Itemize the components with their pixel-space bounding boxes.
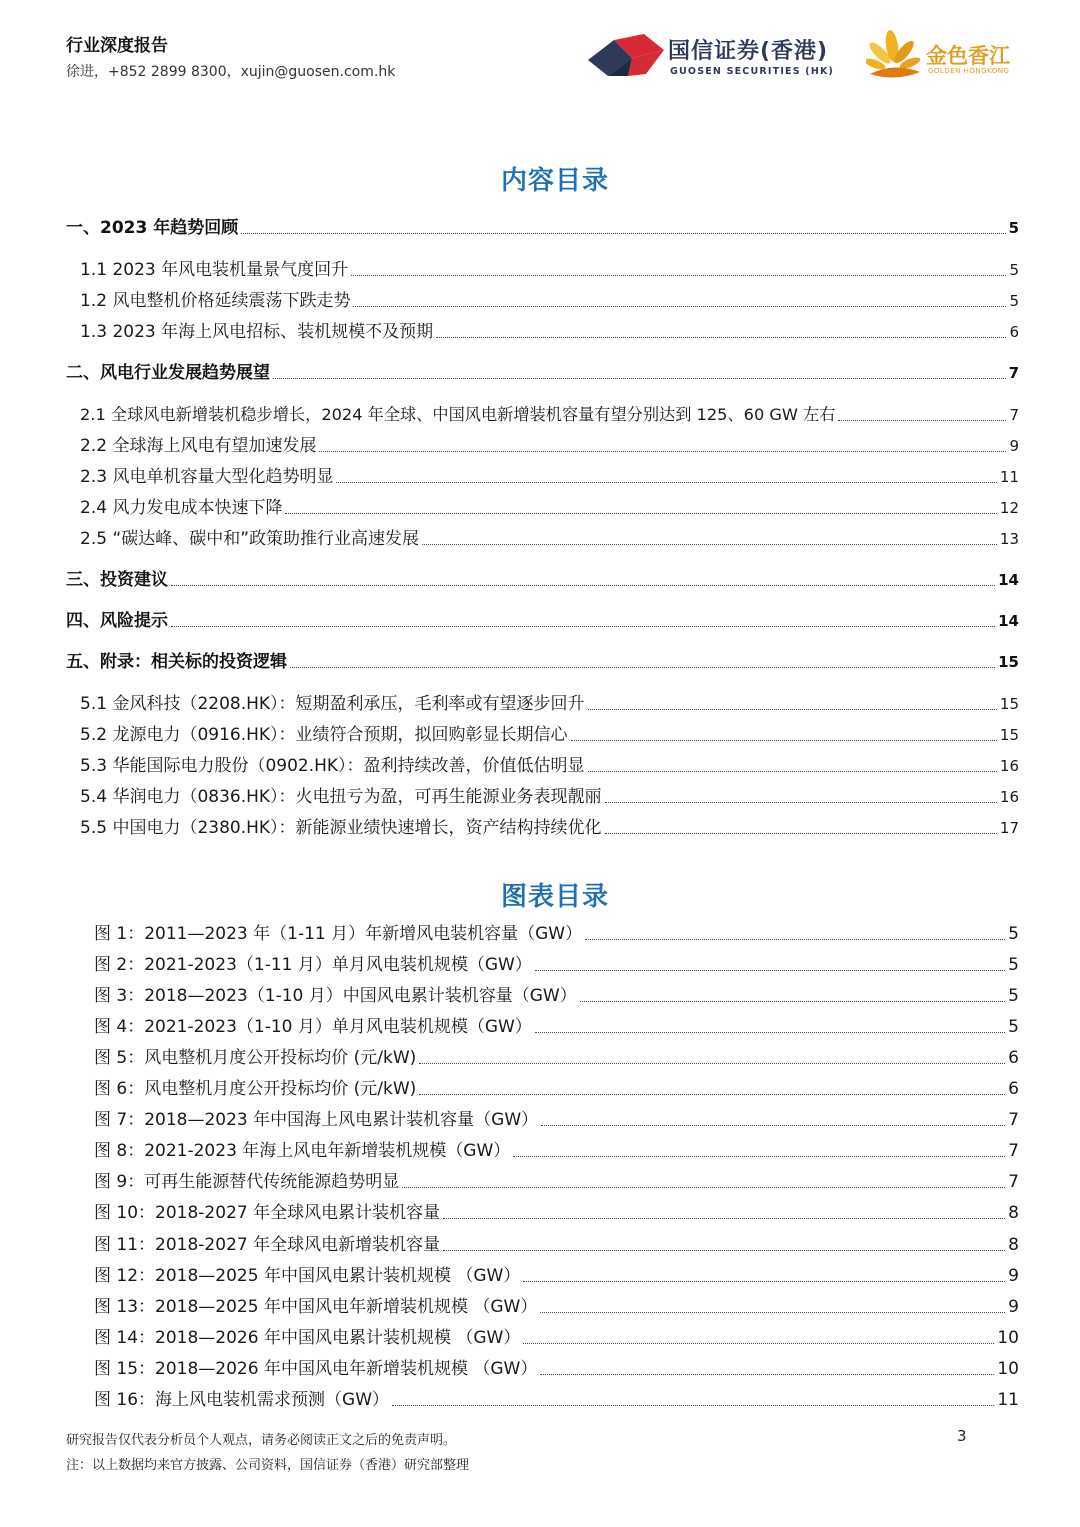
toc-leader xyxy=(523,1342,994,1344)
figure-entry-page: 7 xyxy=(1008,1172,1019,1192)
toc-entry-page: 11 xyxy=(999,468,1019,486)
toc-leader xyxy=(523,1280,1005,1282)
toc-entry-page: 5 xyxy=(1009,261,1019,279)
toc-entry[interactable] xyxy=(66,569,1019,591)
toc-entry-page: 15 xyxy=(998,653,1019,671)
figure-toc-entry[interactable] xyxy=(94,954,1019,976)
figure-entry-label: 图 6：风电整机月度公开投标均价 (元/kW) xyxy=(94,1079,417,1099)
figure-entry-page: 5 xyxy=(1008,1017,1019,1037)
toc-leader xyxy=(605,832,997,834)
figure-entry-label: 图 1：2011—2023 年（1-11 月）年新增风电装机容量（GW） xyxy=(94,924,583,944)
figure-entry-page: 7 xyxy=(1008,1110,1019,1130)
toc-entry-page: 13 xyxy=(999,530,1019,548)
figure-toc-entry[interactable] xyxy=(94,1140,1019,1162)
toc-entry[interactable] xyxy=(80,786,1019,808)
toc-entry-page: 9 xyxy=(1009,437,1019,455)
report-type: 行业深度报告 xyxy=(66,36,168,56)
toc-entry-label: 2.2 全球海上风电有望加速发展 xyxy=(80,436,317,456)
toc-entry[interactable] xyxy=(80,724,1019,746)
toc-leader xyxy=(588,708,997,710)
toc-leader xyxy=(540,1373,994,1375)
toc-entry-label: 二、风电行业发展趋势展望 xyxy=(66,363,270,383)
toc-entry[interactable] xyxy=(80,290,1019,312)
toc-entry-page: 6 xyxy=(1009,323,1019,341)
figure-entry-label: 图 10：2018-2027 年全球风电累计装机容量 xyxy=(94,1203,441,1223)
toc-leader xyxy=(419,1093,1005,1095)
figure-entry-label: 图 8：2021-2023 年海上风电年新增装机规模（GW） xyxy=(94,1141,511,1161)
figure-entry-page: 10 xyxy=(997,1328,1019,1348)
toc-entry-label: 5.5 中国电力（2380.HK）：新能源业绩快速增长，资产结构持续优化 xyxy=(80,818,602,838)
toc-entry-page: 7 xyxy=(1008,364,1019,382)
figure-entry-page: 11 xyxy=(997,1390,1019,1410)
toc-entry-label: 1.2 风电整机价格延续震荡下跌走势 xyxy=(80,291,351,311)
toc-entry[interactable] xyxy=(80,404,1019,426)
toc-leader xyxy=(513,1155,1005,1157)
guosen-emblem-icon xyxy=(588,34,664,78)
toc-leader xyxy=(290,666,995,668)
figure-entry-page: 9 xyxy=(1008,1297,1019,1317)
toc-entry-label: 2.4 风力发电成本快速下降 xyxy=(80,498,283,518)
toc-entry-label: 5.4 华润电力（0836.HK）：火电扭亏为盈，可再生能源业务表现靓丽 xyxy=(80,787,602,807)
toc-entry-label: 5.1 金风科技（2208.HK）：短期盈利承压，毛利率或有望逐步回升 xyxy=(80,694,585,714)
toc-leader xyxy=(838,419,1006,421)
toc-leader xyxy=(285,512,996,514)
toc-entry-label: 2.5 “碳达峰、碳中和”政策助推行业高速发展 xyxy=(80,529,420,549)
toc-entry-page: 15 xyxy=(999,726,1019,744)
toc-entry-label: 1.1 2023 年风电装机量景气度回升 xyxy=(80,260,349,280)
figure-entry-page: 6 xyxy=(1008,1048,1019,1068)
figure-entry-page: 5 xyxy=(1008,955,1019,975)
figure-entry-label: 图 9：可再生能源替代传统能源趋势明显 xyxy=(94,1172,400,1192)
toc-leader xyxy=(422,543,997,545)
toc-entry[interactable] xyxy=(80,497,1019,519)
content-toc-title: 内容目录 xyxy=(500,166,609,196)
figure-entry-label: 图 14：2018—2026 年中国风电累计装机规模 （GW） xyxy=(94,1328,521,1348)
toc-leader xyxy=(535,969,1005,971)
toc-leader xyxy=(419,1062,1005,1064)
figure-entry-page: 9 xyxy=(1008,1266,1019,1286)
toc-entry[interactable] xyxy=(66,362,1019,384)
figure-toc-entry[interactable] xyxy=(94,1358,1019,1380)
toc-leader xyxy=(353,305,1006,307)
toc-entry-page: 14 xyxy=(998,571,1019,589)
figure-toc-entry[interactable] xyxy=(94,1171,1019,1193)
toc-entry-page: 5 xyxy=(1008,219,1019,237)
figure-toc-entry[interactable] xyxy=(94,1047,1019,1069)
figure-toc-entry[interactable] xyxy=(94,1265,1019,1287)
figure-toc-entry[interactable] xyxy=(94,1078,1019,1100)
figure-entry-page: 6 xyxy=(1008,1079,1019,1099)
footer-note: 注：以上数据均来官方披露、公司资料，国信证券（香港）研究部整理 xyxy=(66,1458,470,1473)
toc-entry[interactable] xyxy=(80,528,1019,550)
toc-entry[interactable] xyxy=(80,466,1019,488)
toc-leader xyxy=(540,1311,1005,1313)
toc-entry[interactable] xyxy=(80,435,1019,457)
figure-entry-label: 图 13：2018—2025 年中国风电年新增装机规模 （GW） xyxy=(94,1297,538,1317)
lotus-flower-icon xyxy=(866,26,926,84)
toc-leader xyxy=(443,1217,1005,1219)
figure-entry-page: 7 xyxy=(1008,1141,1019,1161)
figure-entry-page: 5 xyxy=(1008,924,1019,944)
figure-entry-label: 图 5：风电整机月度公开投标均价 (元/kW) xyxy=(94,1048,417,1068)
toc-leader xyxy=(605,801,997,803)
toc-entry-label: 五、附录：相关标的投资逻辑 xyxy=(66,652,287,672)
toc-entry-page: 16 xyxy=(999,788,1019,806)
toc-entry-label: 5.2 龙源电力（0916.HK）：业绩符合预期，拟回购彰显长期信心 xyxy=(80,725,568,745)
toc-leader xyxy=(585,938,1005,940)
figure-entry-label: 图 3：2018—2023（1-10 月）中国风电累计装机容量（GW） xyxy=(94,986,577,1006)
toc-entry-page: 17 xyxy=(999,819,1019,837)
toc-entry-label: 2.1 全球风电新增装机稳步增长，2024 年全球、中国风电新增装机容量有望分别达到 125、60 GW 左右 xyxy=(80,405,836,424)
figure-entry-label: 图 15：2018—2026 年中国风电年新增装机规模 （GW） xyxy=(94,1359,538,1379)
toc-entry-label: 1.3 2023 年海上风电招标、装机规模不及预期 xyxy=(80,322,434,342)
figure-toc-entry[interactable] xyxy=(94,1202,1019,1224)
toc-entry-label: 5.3 华能国际电力股份（0902.HK）：盈利持续改善，价值低估明显 xyxy=(80,756,585,776)
toc-leader xyxy=(588,770,997,772)
figure-toc-entry[interactable] xyxy=(94,1234,1019,1256)
figure-entry-label: 图 7：2018—2023 年中国海上风电累计装机容量（GW） xyxy=(94,1110,539,1130)
figure-entry-label: 图 11：2018-2027 年全球风电新增装机容量 xyxy=(94,1235,441,1255)
figure-entry-label: 图 2：2021-2023（1-11 月）单月风电装机规模（GW） xyxy=(94,955,532,975)
toc-leader xyxy=(436,336,1006,338)
golden-logo-cn: 金色香江 xyxy=(926,44,1010,68)
figure-toc-entry[interactable] xyxy=(94,1296,1019,1318)
toc-entry-page: 12 xyxy=(999,499,1019,517)
toc-entry[interactable] xyxy=(80,259,1019,281)
toc-leader xyxy=(541,1124,1005,1126)
toc-leader xyxy=(443,1249,1005,1251)
figure-entry-label: 图 12：2018—2025 年中国风电累计装机规模 （GW） xyxy=(94,1266,521,1286)
figure-entry-label: 图 16：海上风电装机需求预测（GW） xyxy=(94,1390,390,1410)
toc-entry-page: 5 xyxy=(1009,292,1019,310)
figure-toc-entry[interactable] xyxy=(94,1109,1019,1131)
figure-toc-entry[interactable] xyxy=(94,985,1019,1007)
toc-leader xyxy=(351,274,1006,276)
golden-logo-en: GOLDEN HONGKONG xyxy=(928,67,1010,75)
figure-toc-entry[interactable] xyxy=(94,1389,1019,1411)
toc-entry-label: 2.3 风电单机容量大型化趋势明显 xyxy=(80,467,334,487)
toc-entry-label: 四、风险提示 xyxy=(66,611,168,631)
figure-entry-page: 8 xyxy=(1008,1235,1019,1255)
figure-toc-entry[interactable] xyxy=(94,1327,1019,1349)
toc-entry-label: 一、2023 年趋势回顾 xyxy=(66,218,239,238)
page-number: 3 xyxy=(957,1427,967,1445)
toc-entry-page: 14 xyxy=(998,612,1019,630)
toc-leader xyxy=(171,584,995,586)
guosen-logo-cn: 国信证券(香港) xyxy=(668,39,829,64)
toc-entry-page: 7 xyxy=(1009,406,1019,424)
figure-toc-title: 图表目录 xyxy=(500,882,609,912)
toc-entry[interactable] xyxy=(66,217,1019,239)
toc-entry[interactable] xyxy=(80,321,1019,343)
toc-leader xyxy=(571,739,997,741)
figure-entry-page: 5 xyxy=(1008,986,1019,1006)
toc-entry-page: 16 xyxy=(999,757,1019,775)
figure-toc-entry[interactable] xyxy=(94,1016,1019,1038)
guosen-logo-en: GUOSEN SECURITIES (HK) xyxy=(670,66,835,77)
figure-entry-page: 10 xyxy=(997,1359,1019,1379)
toc-entry[interactable] xyxy=(80,693,1019,715)
figure-entry-page: 8 xyxy=(1008,1203,1019,1223)
toc-entry-label: 三、投资建议 xyxy=(66,570,168,590)
golden-hongkong-logo xyxy=(866,26,1026,84)
analyst-contact: 徐进，+852 2899 8300，xujin@guosen.com.hk xyxy=(66,64,396,80)
toc-leader xyxy=(241,232,1005,234)
toc-entry[interactable] xyxy=(66,651,1019,673)
toc-leader xyxy=(336,481,996,483)
figure-entry-label: 图 4：2021-2023（1-10 月）单月风电装机规模（GW） xyxy=(94,1017,532,1037)
toc-leader xyxy=(402,1186,1005,1188)
figure-toc-entry[interactable] xyxy=(94,923,1019,945)
toc-leader xyxy=(319,450,1006,452)
toc-leader xyxy=(392,1404,994,1406)
toc-leader xyxy=(273,377,1006,379)
toc-entry[interactable] xyxy=(80,817,1019,839)
footer-disclaimer: 研究报告仅代表分析员个人观点，请务必阅读正文之后的免责声明。 xyxy=(66,1433,457,1448)
toc-entry[interactable] xyxy=(66,610,1019,632)
toc-leader xyxy=(535,1031,1005,1033)
toc-entry-page: 15 xyxy=(999,695,1019,713)
guosen-logo xyxy=(588,30,848,82)
toc-entry[interactable] xyxy=(80,755,1019,777)
toc-leader xyxy=(171,625,995,627)
toc-leader xyxy=(580,1000,1005,1002)
